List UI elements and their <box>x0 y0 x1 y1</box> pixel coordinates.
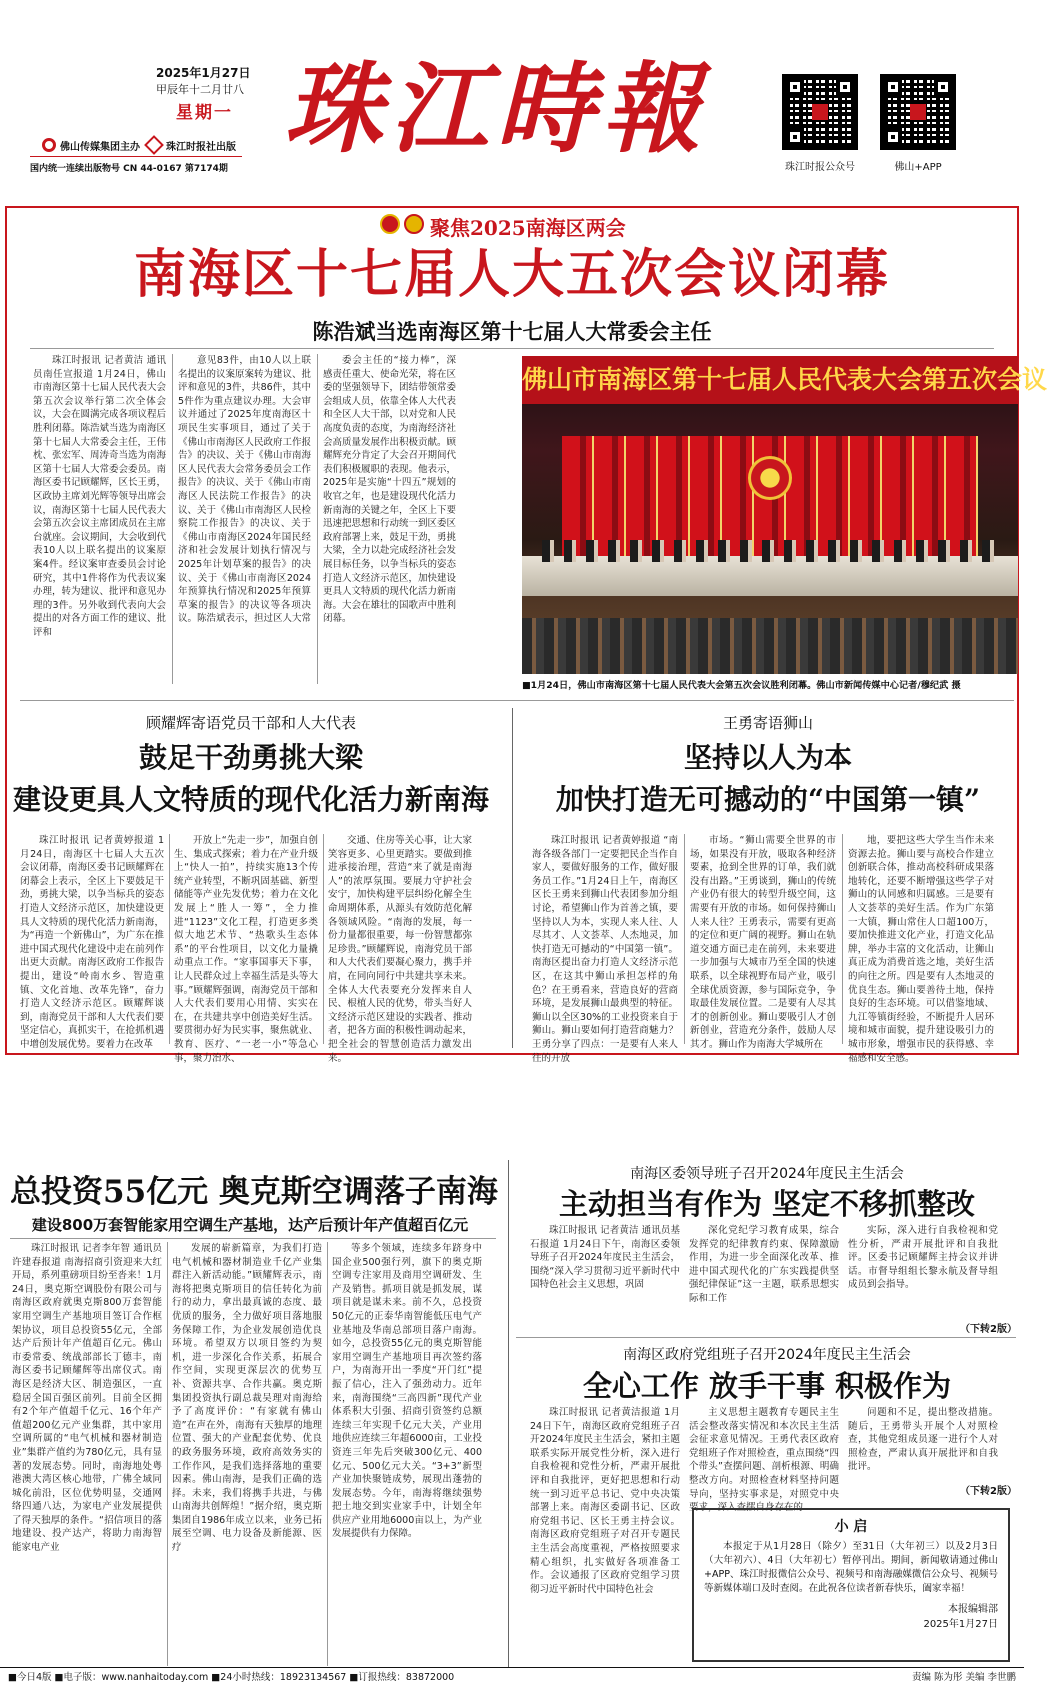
gu-col1-text: 珠江时报讯 记者黄婷报道 1月24日，南海区十七届人大五次会议闭幕，南海区委书记顾耀辉在闭幕会上表示，全区上下要鼓足干劲，勇挑大梁，以争当标兵的姿态打造人文经济示范区，加快建设更具人文特质的现代化活力新南海，为“再造一个新佛山”，为广东在推进中国式现代化建设中走在前列作出更大贡献。南海区政府工作报告提出，建设“岭南水乡、智造重镇、文化首地、改革先锋”，奋力打造人文经济示范区。顾耀辉谈到，南海党员干部和人大代表们要坚定信心，真抓实干，在抢抓机遇中增创发展优势。要着力在改革 <box>20 835 164 1050</box>
shenghuo2-kicker: 南海区政府党组班子召开2024年度民主生活会 <box>623 1347 911 1363</box>
notice-signoff: 本报编辑部 <box>948 1604 998 1615</box>
lead-col2-text: 意见83件，由10人以上联名提出的议案原案转为建议、批评和意见的3件，共86件，其中5件作为重点建议办理。大会审议并通过了2025年度南海区十项民生实事项目，通过了关于《佛山市南海区人民政府工作报告》的决议、关于《佛山市南海区人民代表大会常务委员会工作报告》的决议、关于《佛山市南海区人民法院工作报告》的决议、关于《佛山市南海区人民检察院工作报告》的决议、关于《佛山市南海区2024年国民经济和社会发展计划执行情况与2025年计划草案的报告》的决议、关于《佛山市南海区2024年预算执行情况和2025年预算草案的报告》的决议等各项决议。陈浩斌表示，担过区人大常 <box>178 355 312 625</box>
section-divider <box>508 1160 509 1668</box>
column-divider <box>323 834 324 1044</box>
aux-text-col-2 <box>172 1242 322 1666</box>
qr-code-icon <box>782 74 858 150</box>
aux-subhead: 建设800万套智能家用空调生产基地，达产后预计年产值超百亿元 <box>31 1216 469 1234</box>
aux-text-col-1 <box>12 1242 162 1666</box>
notice-body: 本报定于从1月28日（除夕）至31日（大年初三）以及2月3日（大年初六）、4日（大年初七）暂停刊出。期间，新闻敬请通过佛山+APP、珠江时报微信公众号、视频号和南海融媒微信公众号、视频号等新媒体端口及时查阅。在此祝各位读者新春快乐，阖家幸福！ <box>704 1541 998 1594</box>
column-divider <box>169 834 170 1044</box>
wang-col1-text: 珠江时报讯 记者黄婷报道 “南海各级各部门一定要把民企当作自家人，要做好服务的工作，做好服务员工作。”1月24日上午，南海区区长王勇来到狮山代表团参加分组讨论，希望狮山作为首善之镇，要坚持以人为本，实现人来人往、人尽其才、人文荟萃、人杰地灵，加快打造无可撼动的“中国第一镇”。南海区提出奋力打造人文经济示范区，在这其中狮山承担怎样的角色？在王勇看来，营造良好的营商环境，是发展狮山最典型的特征。狮山以全区30%的工业投资来自于狮山。狮山要如何打造营商魅力？王勇分享了四点：一是要有人来人往的开放 <box>532 835 678 1064</box>
gu-col2-text: 开放上“先走一步”，加强自创生、集成式探索；着力在产业升级上“快人一拍”，持续实施13个传统产业转型，不断巩固基础、新型储能等产业先发优势；着力在文化发展上“胜人一筹”，全力推进“1123”文化工程，打造更多类似大地艺术节、“热歌头生态体系”的平台性项目，以文化力量撬动重点工作。“家事国事天下事，让人民群众过上幸福生活是头等大事。”顾耀辉强调，南海党员干部和人大代表们要用心用情、实实在在，在共建共享中创造美好生活。要贯彻办好为民实事，聚焦就业、教育、医疗、“一老一小”等急心事，聚力治水、 <box>174 835 318 1064</box>
national-emblem-icon <box>748 456 792 500</box>
wang-col3-text: 地，要把这些大学生当作未来资源去抢。狮山要与高校合作建立创新联合体，推动高校科研成果落地转化，还要不断增强这些学子对狮山的认同感和归属感。三是要有人文荟萃的美好生活。作为广东第一大镇，狮山常住人口超100万，要加快推进文化产业，打造文化品牌，举办丰富的文化活动，让狮山真正成为消费首选之地，美好生活的向往之所。四是要有人杰地灵的优良生态。狮山要善待土地，保持良好的生态环境。可以借鉴地域、九江等镇街经验，不断提升人居环境和城市面貌，提升建设吸引力的城市形象，增强市民的获得感、幸福感和安全感。 <box>848 835 994 1064</box>
photo-banner <box>522 356 1047 404</box>
lead-section-rule <box>20 700 1014 701</box>
qr-label-1: 珠江时报公众号 <box>785 162 855 173</box>
aux-col2-text: 发展的崭新篇章，为我们打造电气机械和器材制造业千亿产业集群注入新活动能。”顾耀辉表示，南海将把奥克斯项目的信任转化为前行的动力，拿出最真诚的态度、最优质的服务，全力做好项目落地服务保障工作，为企业发展创造优良环境。希望双方以项目签约为契机，进一步深化合作关系，拓展合作空间，实现更深层次的优势互补、资源共享、合作共赢。奥克斯集团投资执行副总裁吴理对南海给予了高度评价：“有家就有佛山造”在声在外，南海有天独厚的地理位置、强大的产业配套优势、优良的政务服务环境，政府高效务实的工作作风，是我们选择落地的重要因素。佛山南海，是我们正确的选择。未来，我们将携手共进，与佛山南海共创辉煌！”据介绍，奥克斯集团自1986年成立以来，业务已拓展至空调、电力设备及新能源、医疗 <box>172 1243 322 1554</box>
shenghuo2-col3-text: 问题和不足，提出整改措施。随后，王勇带头开展个人对照检查，其他党组成员逐一进行个人对照检查，严肃认真开展批评和自我批评。 <box>848 1407 998 1473</box>
wang-kicker: 王勇寄语狮山 <box>722 714 813 732</box>
weekday: 星期一 <box>176 103 233 123</box>
lead-photo <box>522 356 1047 674</box>
footer-rule <box>0 1667 1024 1668</box>
shenghuo1-col1-text: 珠江时报讯 记者黄洁 通讯员基石报道 1月24日下午，南海区委领导班子召开2024年度民主生活会，围绕“深入学习贯彻习近平新时代中国特色社会主义思想，巩固 <box>530 1225 680 1291</box>
publisher-text: 珠江时报社出版 <box>166 142 236 153</box>
aux-col3-text: 等多个领域，连续多年跻身中国企业500强行列，旗下的奥克斯空调专注家用及商用空调研发、生产及销售。抓项目就是抓发展，谋项目就是谋未来。前不久，总投资50亿元的正泰华南智能低压电气产业基地及华南总部项目落户南海。如今，总投资55亿元的奥克斯智能家用空调生产基地项目再次签约落户，为南海开出一季度“开门红”提振了信心，注入了强劲动力。近年来，南海围绕“三高四新”现代产业体系积大引强、招商引资签约总额连续三年实现千亿元大关，产业用地供应连续三年超6000亩，工业投资连三年先后突破300亿元、400亿元、500亿元大关。“3+3”新型产业加快聚链成势，展现出蓬勃的发展态势。今年，南海将继续强势把土地交到实业家手中，计划全年供应产业用地6000亩以上，为产业发展提供有力保障。 <box>332 1243 482 1540</box>
aux-col1-text: 珠江时报讯 记者李年智 通讯员许建春报道 南海招商引资迎来大红开局，系列重磅项目纷至沓来！1月24日，奥克斯空调股份有限公司与南海区政府就奥克斯800万套智能家用空调生产基地项目签订合作框架协议，项目总投资55亿元，全部达产后预计年产值超百亿元。佛山市委常委、统战部部长丁德丰，南海区委书记顾耀辉等出席仪式。南海区是经济大区、制造强区，一直稳居全国百强区前列。目前全区拥有2个年产值超千亿元、16个年产值超200亿元产业集群，其中家用空调所属的“电气机械和器材制造业”集群产值约为780亿元，具有显著的发展态势。同时，南海地处粤港澳大湾区核心地带，广佛全域同城化前沿，区位优势明显，交通网络四通八达，为家电产业发展提供了得天独厚的条件。“招信项目的落地建设、投产达产，将助力南海智能家电产业 <box>12 1243 162 1554</box>
shenghuo1-col3-text: 实际，深入进行自我检视和党性分析，严肃开展批评和自我批评。区委书记顾耀辉主持会议并讲话。市督导组组长黎永航及督导组成员到会指导。 <box>848 1225 998 1291</box>
publisher-logo-icon <box>144 135 164 155</box>
sponsor-text: 佛山传媒集团主办 <box>60 142 140 153</box>
photo-banner-text: 佛山市南海区第十七届人民代表大会第五次会议 <box>522 365 1047 394</box>
newspaper-title: 珠江時報 <box>284 52 709 167</box>
qr-label-2: 佛山+APP <box>894 162 942 173</box>
lead-col1-text: 珠江时报讯 记者黄洁 通讯员南任宣报道 1月24日，佛山市南海区第十七届人民代表大会第五次会议举行第二次全体会议，大会在圆满完成各项议程后胜利闭幕。陈浩斌当选为南海区第十七届人大常委会主任，王伟枕、张宏军、周涛奇当选为南海区第十七届人大常委会委员。南海区委书记顾耀辉，区长王勇，区政协主席刘光辉等领导出席会议，南海区第十七届人民代表大会第五次会议主席团成员在主席台就座。会议期间，大会收到代表10人以上联名提出的议案原案4件。经议案审查委员会讨论研究，其中1件将作为代表议案办理，转为建议、批评和意见办理的3件。另外收到代表向大会提出的对各方面工作的建议、批评和 <box>33 355 167 638</box>
gu-text-col-1 <box>20 834 164 1050</box>
gu-kicker: 顾耀辉寄语党员干部和人大代表 <box>145 714 356 732</box>
shenghuo1-text-col-1 <box>530 1224 680 1334</box>
lunar-date: 甲辰年十二月廿八 <box>156 83 244 96</box>
lead-text-col-1 <box>33 354 166 684</box>
issue-date: 2025年1月27日 <box>156 66 251 80</box>
issue-info: 国内统一连续出版物号 CN 44-0167 第7174期 <box>30 164 228 174</box>
shenghuo2-col2-text: 主义思想主题教育专题民主生活会整改落实情况和本次民主生活会征求意见情况。王勇代表区政府党组班子作对照检查，重点围绕“四个带头”查摆问题、剖析根源、明确整改方向。对照检查材料坚持问题导向，坚持实事求是，对照党中央要求，深入查摆自身存在的 <box>689 1407 839 1514</box>
column-divider <box>172 354 173 684</box>
wang-col2-text: 市场。“狮山需要全世界的市场，如果没有开放，吸取各种经济要素，抢到全世界的订单，我们就没有出路。”王勇谈到，狮山的传统产业仍有很大的转型升级空间，这需要有开放的市场。如何保持狮山人来人往？王勇表示，需要有更高的定位和更广阔的视野。狮山在轨道交通方面已走在前列，未来要进一步加强与大城市乃至全国的快速联系，以全球视野布局产业，吸引全球优质资源，参与国际竞争，争取最佳发展位置。二是要有人尽其才的创新创业。狮山要吸引人才创新创业，营造充分条件，鼓励人尽其才。狮山作为南海大学城所在 <box>690 835 836 1050</box>
shenghuo1-text-col-3 <box>848 1224 998 1334</box>
qr-logo-icon <box>812 104 828 120</box>
shenghuo1-text-col-2 <box>689 1224 839 1334</box>
footer-editors: 责编 陈为彤 美编 李世鹏 <box>911 1672 1016 1683</box>
column-divider <box>327 1242 328 1666</box>
aux-rule <box>10 1238 496 1239</box>
lead-subhead-rule <box>30 348 994 349</box>
lead-subhead: 陈浩斌当选南海区第十七届人大常委会主任 <box>312 320 712 344</box>
shenghuo1-headline: 主动担当有作为 坚定不移抓整改 <box>558 1187 976 1221</box>
shenghuo2-text-col-1 <box>530 1406 680 1668</box>
section-divider <box>512 708 513 1048</box>
lead-col3-text: 委会主任的“接力棒”，深感责任重大、使命光荣，将在区委的坚强领导下，团结带领常委会组成人员，依靠全体人大代表和全区人大干部，以对党和人民高度负责的态度，为南海经济社会高质量发展作出积极贡献。顾耀辉充分肯定了大会召开期间代表们积极履职的表现。他表示，2025年是实施“十四五”规划的收官之年，也是建设现代化活力新南海的关键之年，全区上下要迅速把思想和行动统一到区委区政府部署上来，鼓足干劲，勇挑大梁，全力以赴完成经济社会发展目标任务，以争当标兵的姿态打造人文经济示范区，加快建设更具人文特质的现代化活力新南海。大会在雄壮的国歌声中胜利闭幕。 <box>323 355 457 625</box>
shenghuo2-text-col-2 <box>689 1406 839 1514</box>
wang-text-col-3 <box>848 834 994 1064</box>
wang-text-col-1 <box>532 834 678 1064</box>
shenghuo1-continued: （下转2版） <box>960 1324 1017 1335</box>
shenghuo1-col2-text: 深化党纪学习教育成果，综合发挥党的纪律教育约束、保障激励作用，为进一步全面深化改革、推进中国式现代化的广东实践提供坚强纪律保证”这一主题，联系思想实际和工作 <box>689 1225 839 1304</box>
stage-front <box>522 556 1018 596</box>
notice-date: 2025年1月27日 <box>923 1619 998 1630</box>
notice-title: 小 启 <box>834 1519 868 1535</box>
gu-text-col-2 <box>174 834 318 1064</box>
aux-text-col-3 <box>332 1242 482 1666</box>
masthead-rule <box>30 156 242 157</box>
sponsor-logo-icon <box>42 138 56 152</box>
stage-people <box>542 540 998 562</box>
aux-headline: 总投资55亿元 奥克斯空调落子南海 <box>10 1174 498 1210</box>
lead-headline: 南海区十七届人大五次会议闭幕 <box>133 244 890 305</box>
shenghuo-rule <box>516 1337 1016 1338</box>
wang-headline-2: 加快打造无可撼动的“中国第一镇” <box>555 783 981 816</box>
lead-text-col-2 <box>178 354 311 684</box>
footer-info: ■今日4版 ■电子版：www.nanhaitoday.com ■24小时热线：18923134567 ■订报热线：83872000 <box>8 1672 455 1683</box>
shenghuo2-col1-text: 珠江时报讯 记者黄洁报道 1月24日下午，南海区政府党组班子召开2024年度民主生活会，紧扣主题联系实际开展党性分析，深入进行自我检视和党性分析，严肃开展批评和自我批评，更好把思想和行动统一到习近平总书记、党中央决策部署上来。南海区委副书记、区政府党组书记、区长王勇主持会议。南海区政府党组班子对召开专题民主生活会高度重视，严格按照要求精心组织，扎实做好各项准备工作。会议通报了区政府党组学习贯彻习近平新时代中国特色社会 <box>530 1407 680 1595</box>
notice-box <box>692 1508 1010 1662</box>
wang-text-col-2 <box>690 834 836 1050</box>
masthead <box>0 0 1024 178</box>
shenghuo2-continued: （下转2版） <box>960 1486 1017 1497</box>
column-divider <box>167 1242 168 1666</box>
shenghuo2-headline: 全心工作 放手干事 积极作为 <box>582 1369 952 1403</box>
cppcc-emblem-icon <box>404 214 424 234</box>
party-emblem-icon <box>380 214 400 234</box>
qr-code-icon <box>880 74 956 150</box>
audience <box>522 618 1018 674</box>
column-divider <box>317 354 318 684</box>
column-divider <box>684 834 685 1044</box>
lead-text-col-3 <box>323 354 456 684</box>
gu-text-col-3 <box>328 834 472 1064</box>
shenghuo1-kicker: 南海区委领导班子召开2024年度民主生活会 <box>630 1166 904 1182</box>
wang-headline-1: 坚持以人为本 <box>683 741 852 774</box>
gu-col3-text: 交通、住房等关心事，让大家笑容更多、心里更踏实。要做到推进承接治理，营造“来了就是南海人”的浓厚氛围。要展力守护社会安宁，加快构建平层纠纷化解全生命周期体系，从源头有效防范化解各领域风险。“南海的发展，每一份力量都很重要，每一份智慧都弥足珍贵。”顾耀辉说，南海党员干部和人大代表们要凝心聚力，携手并肩，在同向同行中共建共享未来。全体人大代表要充分发挥来自人民、根植人民的优势，带头当好人文经济示范区建设的实践者、推动者，把各方面的积极性调动起来，把全社会的智慧创造活力激发出来。 <box>328 835 472 1064</box>
gu-headline-1: 鼓足干劲勇挑大梁 <box>138 741 363 774</box>
column-divider <box>842 834 843 1044</box>
qr-logo-icon <box>910 104 926 120</box>
lead-photo-caption: ■1月24日，佛山市南海区第十七届人民代表大会第五次会议胜利闭幕。佛山市新闻传媒中心记者/穆纪武 摄 <box>522 680 961 691</box>
lead-kicker: 聚焦2025南海区两会 <box>430 216 626 240</box>
gu-headline-2: 建设更具人文特质的现代化活力新南海 <box>12 783 489 816</box>
